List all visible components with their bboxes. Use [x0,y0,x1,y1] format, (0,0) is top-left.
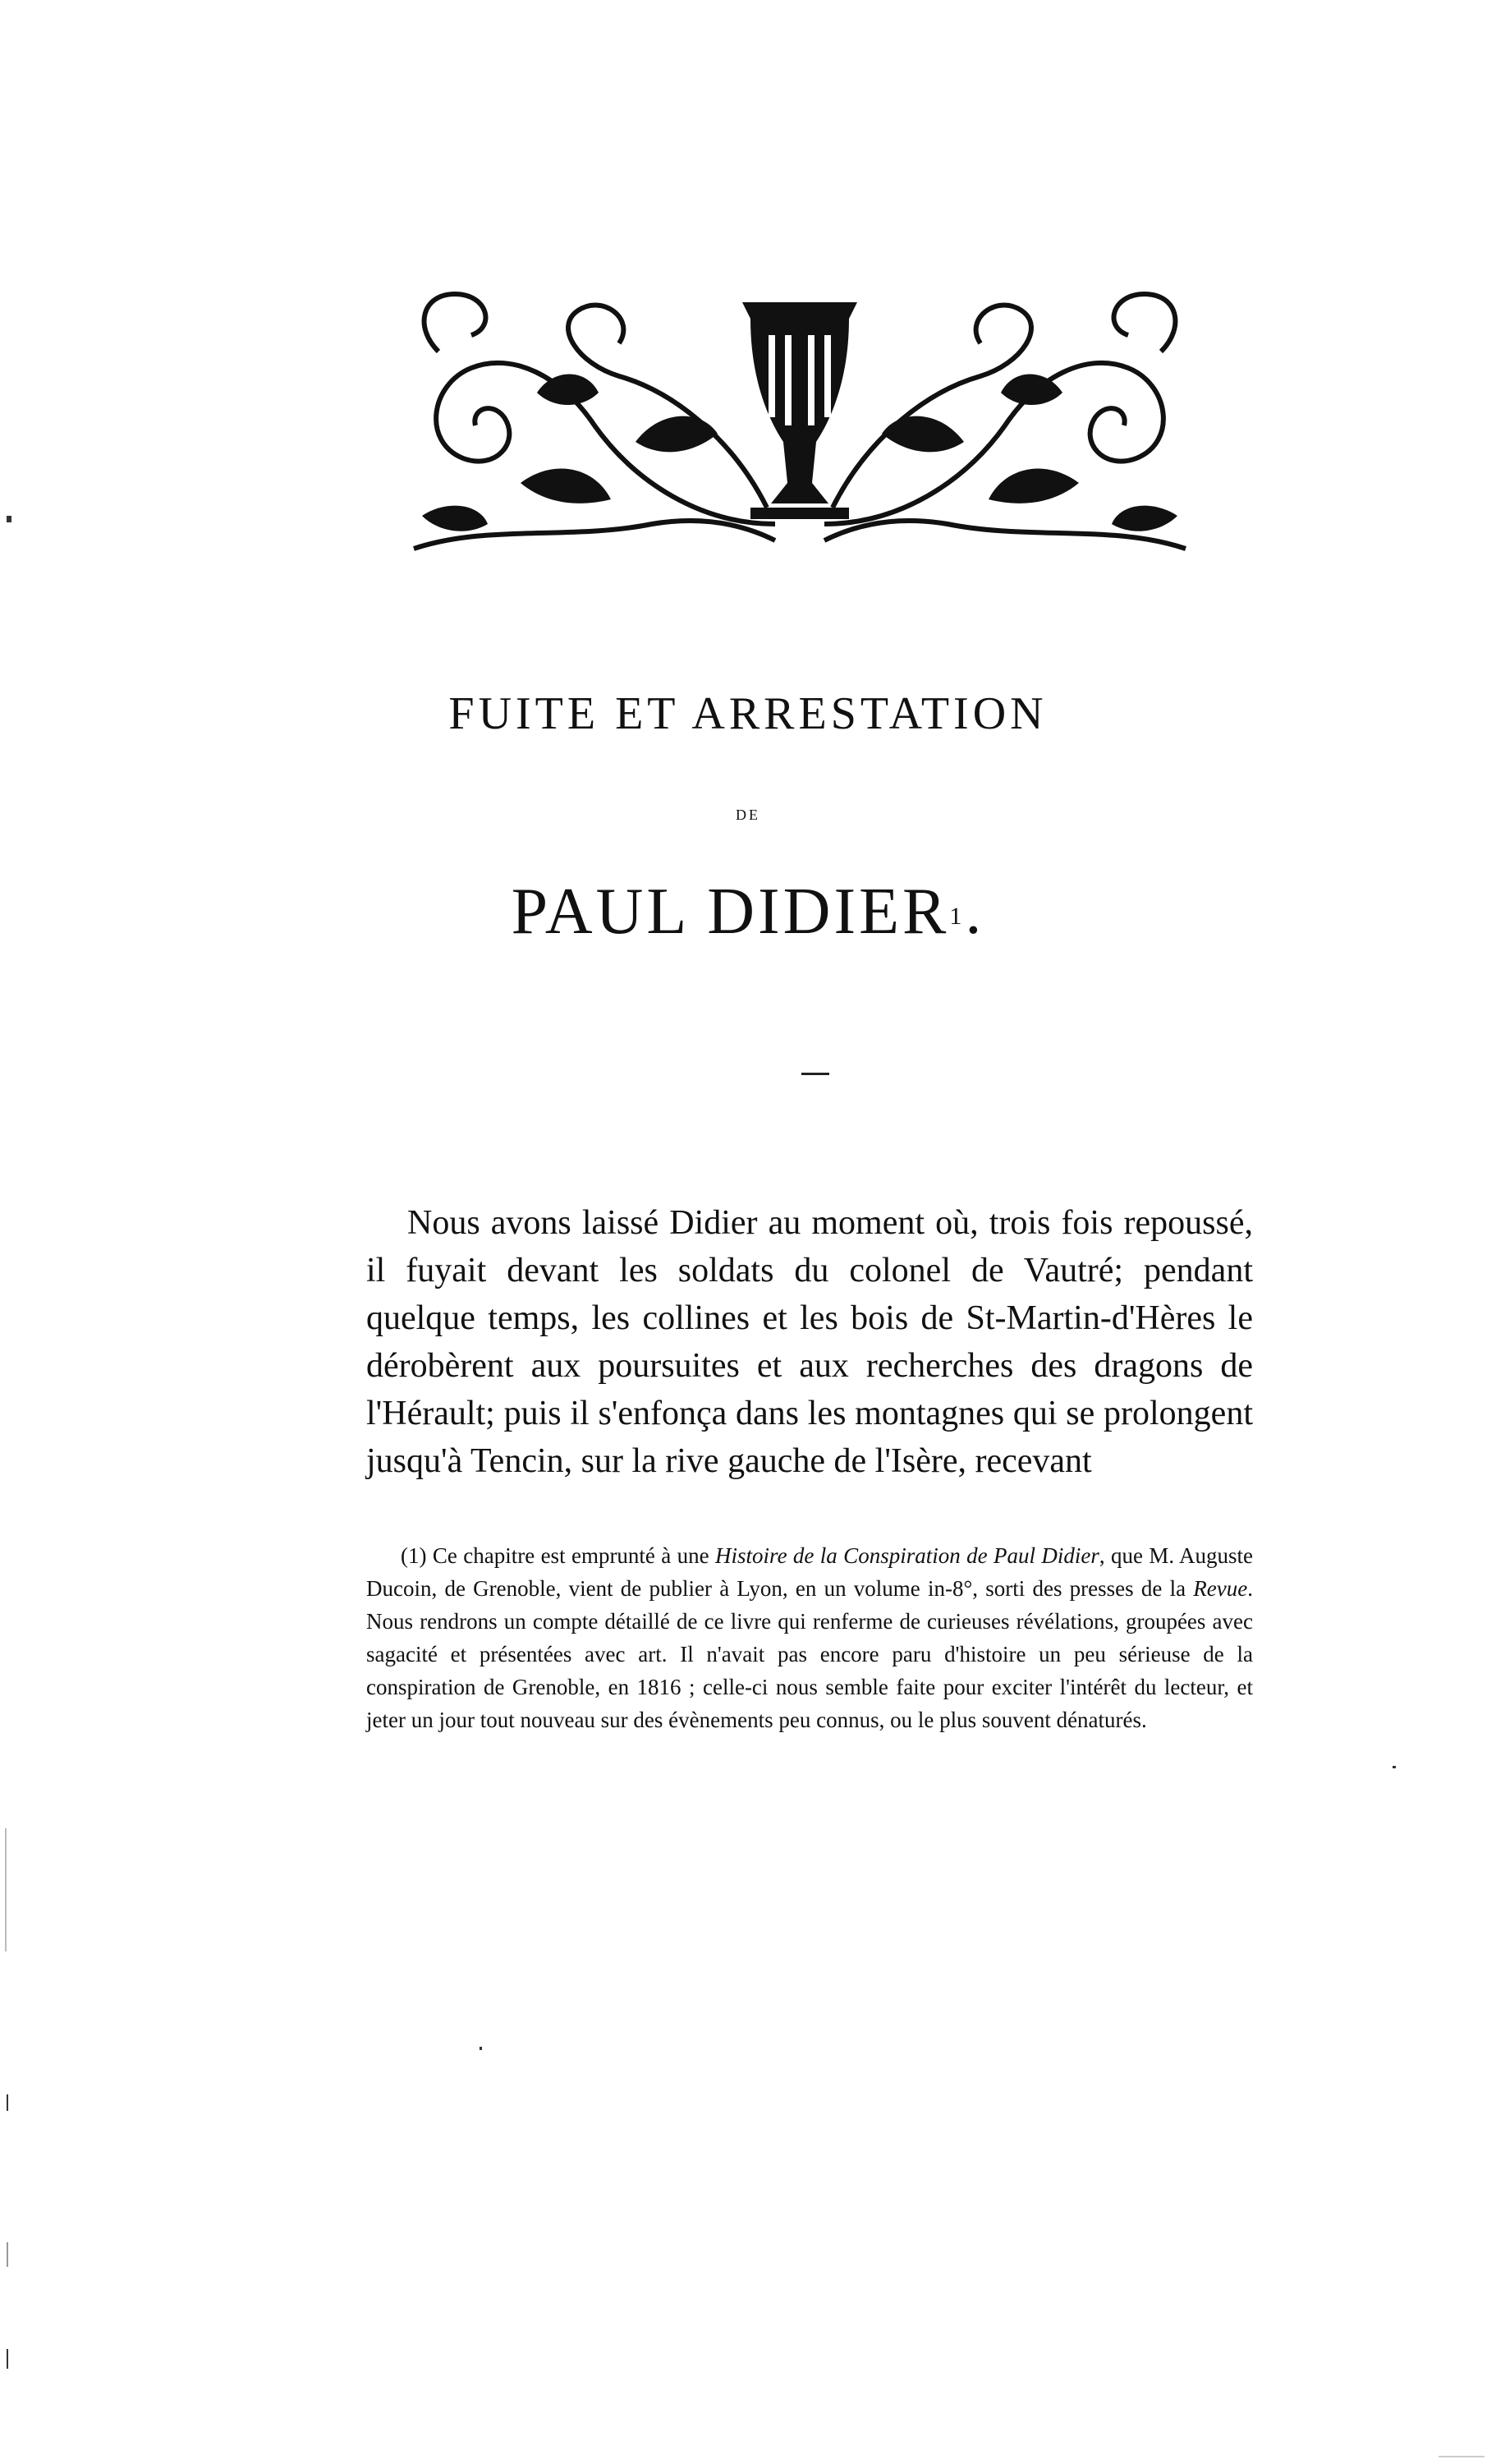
footnote-text-before: Ce chapitre est emprunté à une [426,1543,716,1568]
footnote-number: (1) [401,1543,427,1568]
title-connector: DE [736,807,760,823]
footnote-marker: 1 [949,903,966,930]
footnote-text-middle: , que M. Auguste Ducoin, de Grenoble, vient de publier à Lyon, en un volume in-8°, sorti des presses de la [366,1543,1253,1601]
engraved-vase-ornament [389,278,1210,563]
footnote-text-after: . Nous rendrons un compte détaillé de ce livre qui renferme de curieuses révélations, groupées avec sagacité et présentées avec art. Il n'avait pas encore paru d'histoire un peu sérieuse de la conspiration de Grenoble, en 1816 ; celle-ci nous semble faite pour exciter l'intérêt du lecteur, et jeter un jour tout nouveau sur des évènements peu connus, ou le plus souvent dénaturés. [366,1576,1253,1732]
subtitle-text: PAUL DIDIER [511,876,950,948]
scan-speck [1393,1766,1396,1768]
scan-speck [7,516,11,522]
footnote [366,1539,1253,1736]
body-paragraph: Nous avons laissé Didier au moment où, trois fois repoussé, il fuyait devant les soldats du colonel de Vautré; pendant quelque temps, les collines et les bois de St-Martin-d'Hères le dérobèrent aux poursuites et aux recherches des dragons de l'Hérault; puis il s'enfonça dans les montagnes qui se prolongent jusqu'à Tencin, sur la rive gauche de l'Isère, recevant [366,1204,1253,1480]
scan-speck [7,2094,8,2111]
scan-speck [7,2242,8,2267]
scan-speck [1439,2456,1485,2457]
footnote-revue: Revue [1193,1576,1248,1601]
scan-speck [5,1828,7,1951]
scan-speck [7,2349,8,2369]
chapter-subtitle: PAUL DIDIER$^1$. [511,876,985,948]
scan-speck [480,2047,482,2050]
footnote-book-title: Histoire de la Conspiration de Paul Didier [715,1543,1099,1568]
chapter-title: FUITE ET ARRESTATION [448,688,1048,739]
title-separator [801,1073,829,1075]
